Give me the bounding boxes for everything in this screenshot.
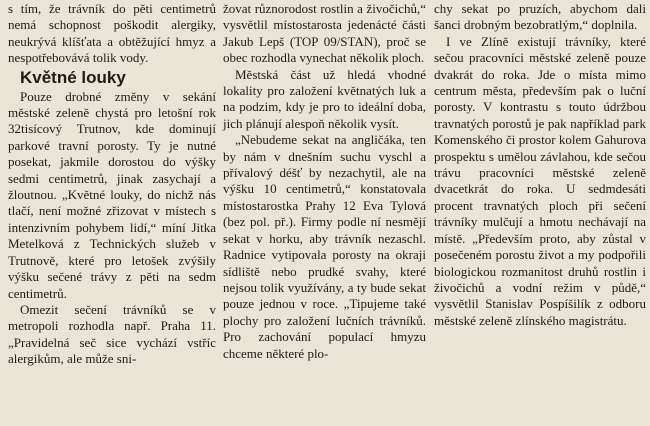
paragraph: Pouze drobné změny v sekání městské zeleně chystá pro letošní rok 32tisícový Trutnov, kde dominují parkové travní porosty. Ty je nutné posekat, jakmile dorostou do výšky sedmi centimetrů, jinak zasychají a žloutnou. „Květné louky, do nichž nás tlačí, není možné zřizovat v místech s intenzivním pohybem lidí,“ míní Jitka Metelková z Technických služeb v Trutnově, které pro letošek zvýšily výšku sečené trávy z pěti na sedm centimetrů. xyxy=(8,88,216,301)
paragraph: s tím, že trávník do pěti centimetrů nemá schopnost poškodit alergiky, neukrývá klíšťata a obtěžující hmyz a nespotřebovává tolik vody. xyxy=(8,1,216,66)
article-column-3 xyxy=(434,1,646,329)
paragraph: I ve Zlíně existují trávníky, které sečou pracovníci městské zeleně pouze dvakrát do roka. Jde o místa mimo centrum města, především pak o luční porosty. V kontrastu s touto údržbou travnatých porostů je pak například park Komenského či prostor kolem Gahurova prospektu s umělou závlahou, kde sečou trávu pracovníci městské zeleně dvacetkrát do roka. U sedmdesáti procent travnatých ploch při sečení trávníky mulčují a hmotu nechávají na místě. „Především proto, aby zůstal v posečeném porostu život a my podpořili biologickou rozmanitost druhů rostlin i živočichů a vodní režim v půdě,“ vysvětlil Stanislav Pospíšilík z odboru městské zeleně zlínského magistrátu. xyxy=(434,33,646,328)
paragraph: „Nebudeme sekat na angličáka, ten by nám v dnešním suchu vyschl a přívalový déšť by nezachytil, ale na výšku 10 centimetrů,“ konstatovala místostarostka Prahy 12 Eva Tylová (bez pol. př.). Firmy podle ní nesmějí sekat v horku, aby trávník nezaschl. Radnice vytipovala porosty na okraji sídliště nebo prudké svahy, které nejsou tolik využívány, a ty bude sekat pouze jednou v roce. „Tipujeme také plochy pro založení lučních trávníků. Pro zachování populací hmyzu chceme některé plo- xyxy=(223,132,426,361)
paragraph: Omezit sečení trávníků se v metropoli rozhodla např. Praha 11. „Pravidelná seč sice vychází vstříc alergikům, ale může sni- xyxy=(8,301,216,367)
paragraph: Městská část už hledá vhodné lokality pro založení květnatých luk a na podzim, kdy je pro to ideální doba, jich plánují alespoň několik vysít. xyxy=(223,66,426,131)
paragraph: chy sekat po pruzích, abychom dali šanci drobným bezobratlým,“ doplnila. xyxy=(434,1,646,33)
article-column-1 xyxy=(8,1,216,368)
article-column-2 xyxy=(223,1,426,362)
section-heading: Květné louky xyxy=(20,67,126,87)
paragraph: žovat různorodost rostlin a živočichů,“ vysvětlil místostarosta jedenácté části Jakub Lepš (TOP 09/STAN), proč se obec rozhodla vynechat několik ploch. xyxy=(223,1,426,66)
